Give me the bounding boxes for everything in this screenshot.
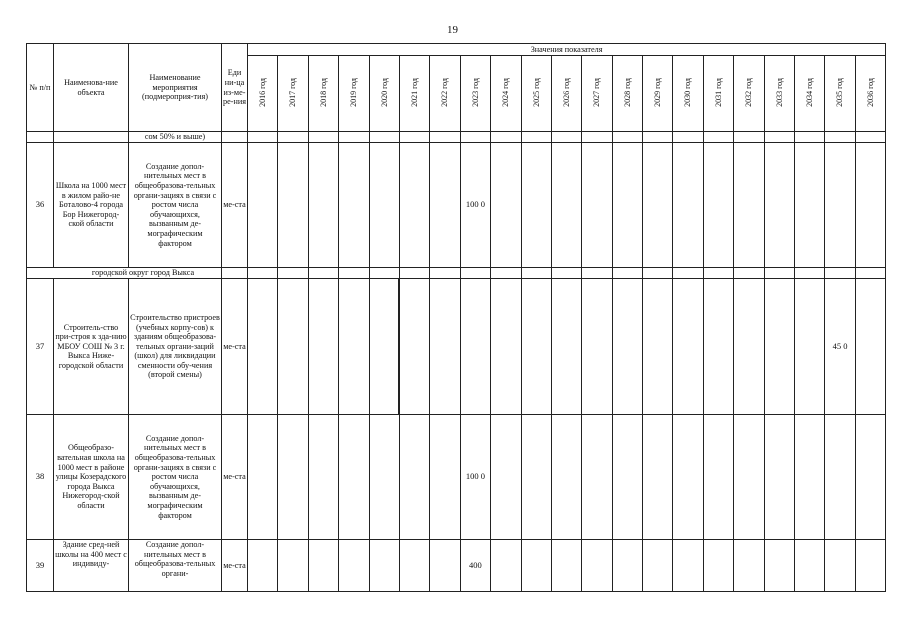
year-header: 2035 год: [835, 77, 845, 107]
row-num: 39: [27, 540, 54, 592]
header-measure: Наименование мероприятия (подмероприя-тия): [129, 44, 222, 132]
year-header: 2034 год: [805, 77, 815, 107]
year-header: 2021 год: [409, 77, 419, 107]
year-header: 2031 год: [713, 77, 723, 107]
row-object: Здание сред-ней школы на 400 мест с индивиду-: [54, 540, 129, 592]
year-header: 2027 год: [592, 77, 602, 107]
header-object: Наименова-ние объекта: [54, 44, 129, 132]
row-unit: ме-ста: [222, 540, 248, 592]
year-header: 2032 год: [744, 77, 754, 107]
value-2035: 45 0: [825, 279, 855, 415]
header-unit: Еди ни-ца из-ме-ре-ния: [222, 44, 248, 132]
year-header: 2028 год: [622, 77, 632, 107]
year-header: 2036 год: [865, 77, 875, 107]
row-num: 36: [27, 143, 54, 268]
continuation-row: [27, 132, 886, 143]
continuation-text: сом 50% и выше): [129, 132, 222, 143]
row-num: 37: [27, 279, 54, 415]
row-unit: ме-ста: [222, 415, 248, 540]
year-header: 2025 год: [531, 77, 541, 107]
year-header: 2024 год: [501, 77, 511, 107]
year-header: 2026 год: [561, 77, 571, 107]
table-row: [27, 143, 886, 268]
table-row: [27, 415, 886, 540]
region-label: городской округ город Выкса: [91, 268, 195, 278]
header-values-title: Значения показателя: [248, 44, 886, 56]
row-object: Строитель-ство при-строя к зда-нию МБОУ СОШ № 3 г. Выкса Ниже-городской области: [54, 279, 129, 415]
table-row: [27, 540, 886, 592]
row-object: Школа на 1000 мест в жилом райо-не Боталово-4 города Бор Нижегород-ской области: [54, 143, 129, 268]
year-header: 2019 год: [349, 77, 359, 107]
row-unit: ме-ста: [222, 279, 248, 415]
page-number: 19: [447, 24, 458, 36]
table-row: [27, 279, 886, 415]
year-header: 2023 год: [470, 77, 480, 107]
year-header: 2022 год: [440, 77, 450, 107]
year-header: 2033 год: [774, 77, 784, 107]
value-2023: 100 0: [460, 143, 490, 268]
region-row: [27, 268, 886, 279]
year-header: 2017 год: [288, 77, 298, 107]
row-unit: ме-ста: [222, 143, 248, 268]
year-header: 2016 год: [258, 77, 268, 107]
header-num: № п/п: [27, 44, 54, 132]
year-header: 2030 год: [683, 77, 693, 107]
year-header: 2018 год: [318, 77, 328, 107]
row-object: Общеобразо-вательная школа на 1000 мест в районе улицы Козерадского города Выкса Нижегород-ской области: [54, 415, 129, 540]
value-2023: 400: [460, 540, 490, 592]
row-measure: Создание допол-нительных мест в общеобразова-тельных органи-зациях в связи с ростом числа обучающихся, вызванным де-мографическим фактором: [129, 143, 222, 268]
year-header: 2020 год: [379, 77, 389, 107]
indicator-table: [26, 43, 886, 592]
year-header: 2029 год: [653, 77, 663, 107]
row-num: 38: [27, 415, 54, 540]
row-measure: Создание допол-нительных мест в общеобразова-тельных органи-зациях в связи с ростом числа обучающихся, вызванным де-мографическим фактором: [129, 415, 222, 540]
row-measure: Создание допол-нительных мест в общеобразова-тельных органи-: [129, 540, 222, 592]
row-measure: Строительство пристроев (учебных корпу-сов) к зданиям общеобразова-тельных органи-заций (школ) для ликвидации сменности обу-чения (второй смены): [129, 279, 222, 415]
value-2023: 100 0: [460, 415, 490, 540]
